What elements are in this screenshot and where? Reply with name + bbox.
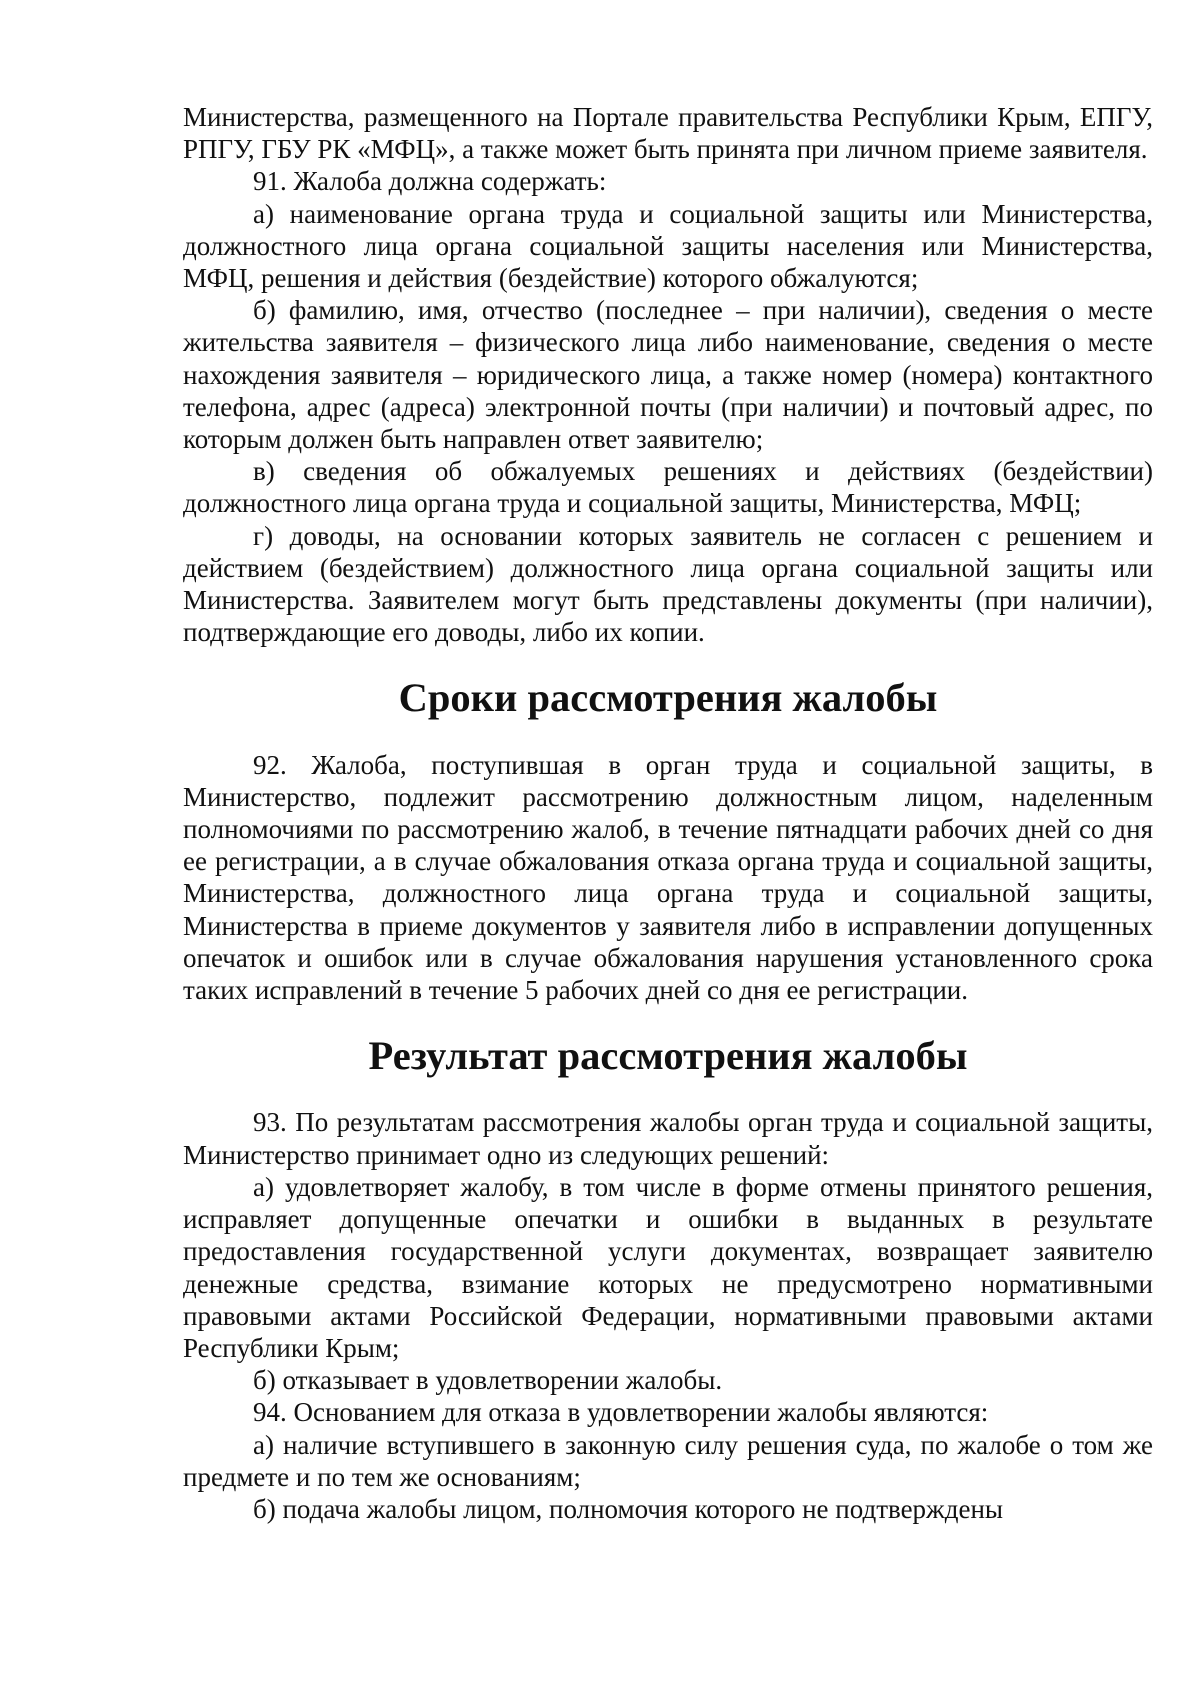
paragraph-94: 94. Основанием для отказа в удовлетворении жалобы являются: — [253, 1397, 989, 1428]
paragraph-91-a: а) наименование органа труда и социальной защиты или Министерства, должностного лица органа социальной защиты населения или Министерства, МФЦ, решения и действия (бездействие) которого обжалуются; — [183, 198, 1153, 294]
paragraph-91-g: г) доводы, на основании которых заявитель не согласен с решением и действием (бездействием) должностного лица органа социальной защиты или Министерства. Заявителем могут быть представлены документы (при наличии), подтверждающие его доводы, либо их копии. — [183, 520, 1153, 648]
paragraph-93: 93. По результатам рассмотрения жалобы орган труда и социальной защиты, Министерство принимает одно из следующих решений: — [183, 1107, 1153, 1170]
paragraph-91-b: б) фамилию, имя, отчество (последнее – при наличии), сведения о месте жительства заявителя – физического лица либо наименование, сведения о месте нахождения заявителя – юридического лица, а также номер (номера) контактного телефона, адрес (адреса) электронной почты (при наличии) и почтовый адрес, по которым должен быть направлен ответ заявителю; — [183, 295, 1153, 455]
section-heading-review-terms: Сроки рассмотрения жалобы — [398, 675, 938, 721]
paragraph-intro: Министерства, размещенного на Портале правительства Республики Крым, ЕПГУ, РПГУ, ГБУ РК «МФЦ», а также может быть принята при личном приеме заявителя. — [183, 102, 1153, 165]
section-heading-review-result: Результат рассмотрения жалобы — [368, 1033, 968, 1079]
paragraph-94-b: б) подача жалобы лицом, полномочия которого не подтверждены — [253, 1493, 1004, 1524]
paragraph-94-a: а) наличие вступившего в законную силу решения суда, по жалобе о том же предмете и по тем же основаниям; — [183, 1429, 1153, 1492]
paragraph-93-a: а) удовлетворяет жалобу, в том числе в форме отмены принятого решения, исправляет допущенные опечатки и ошибки в выданных в результате предоставления государственной услуги документах, возвращает заявителю денежные средства, взимание которых не предусмотрено нормативными правовыми актами Российской Федерации, нормативными правовыми актами Республики Крым; — [183, 1171, 1153, 1363]
document-page — [183, 101, 1153, 1525]
paragraph-92: 92. Жалоба, поступившая в орган труда и социальной защиты, в Министерство, подлежит рассмотрению должностным лицом, наделенным полномочиями по рассмотрению жалоб, в течение пятнадцати рабочих дней со дня ее регистрации, а в случае обжалования отказа органа труда и социальной защиты, Министерства, должностного лица органа труда и социальной защиты, Министерства в приеме документов у заявителя либо в исправлении допущенных опечаток и ошибок или в случае обжалования нарушения установленного срока таких исправлений в течение 5 рабочих дней со дня ее регистрации. — [183, 749, 1153, 1006]
paragraph-93-b: б) отказывает в удовлетворении жалобы. — [253, 1365, 723, 1396]
paragraph-91: 91. Жалоба должна содержать: — [253, 166, 607, 197]
paragraph-91-v: в) сведения об обжалуемых решениях и действиях (бездействии) должностного лица органа труда и социальной защиты, Министерства, МФЦ; — [183, 456, 1153, 519]
